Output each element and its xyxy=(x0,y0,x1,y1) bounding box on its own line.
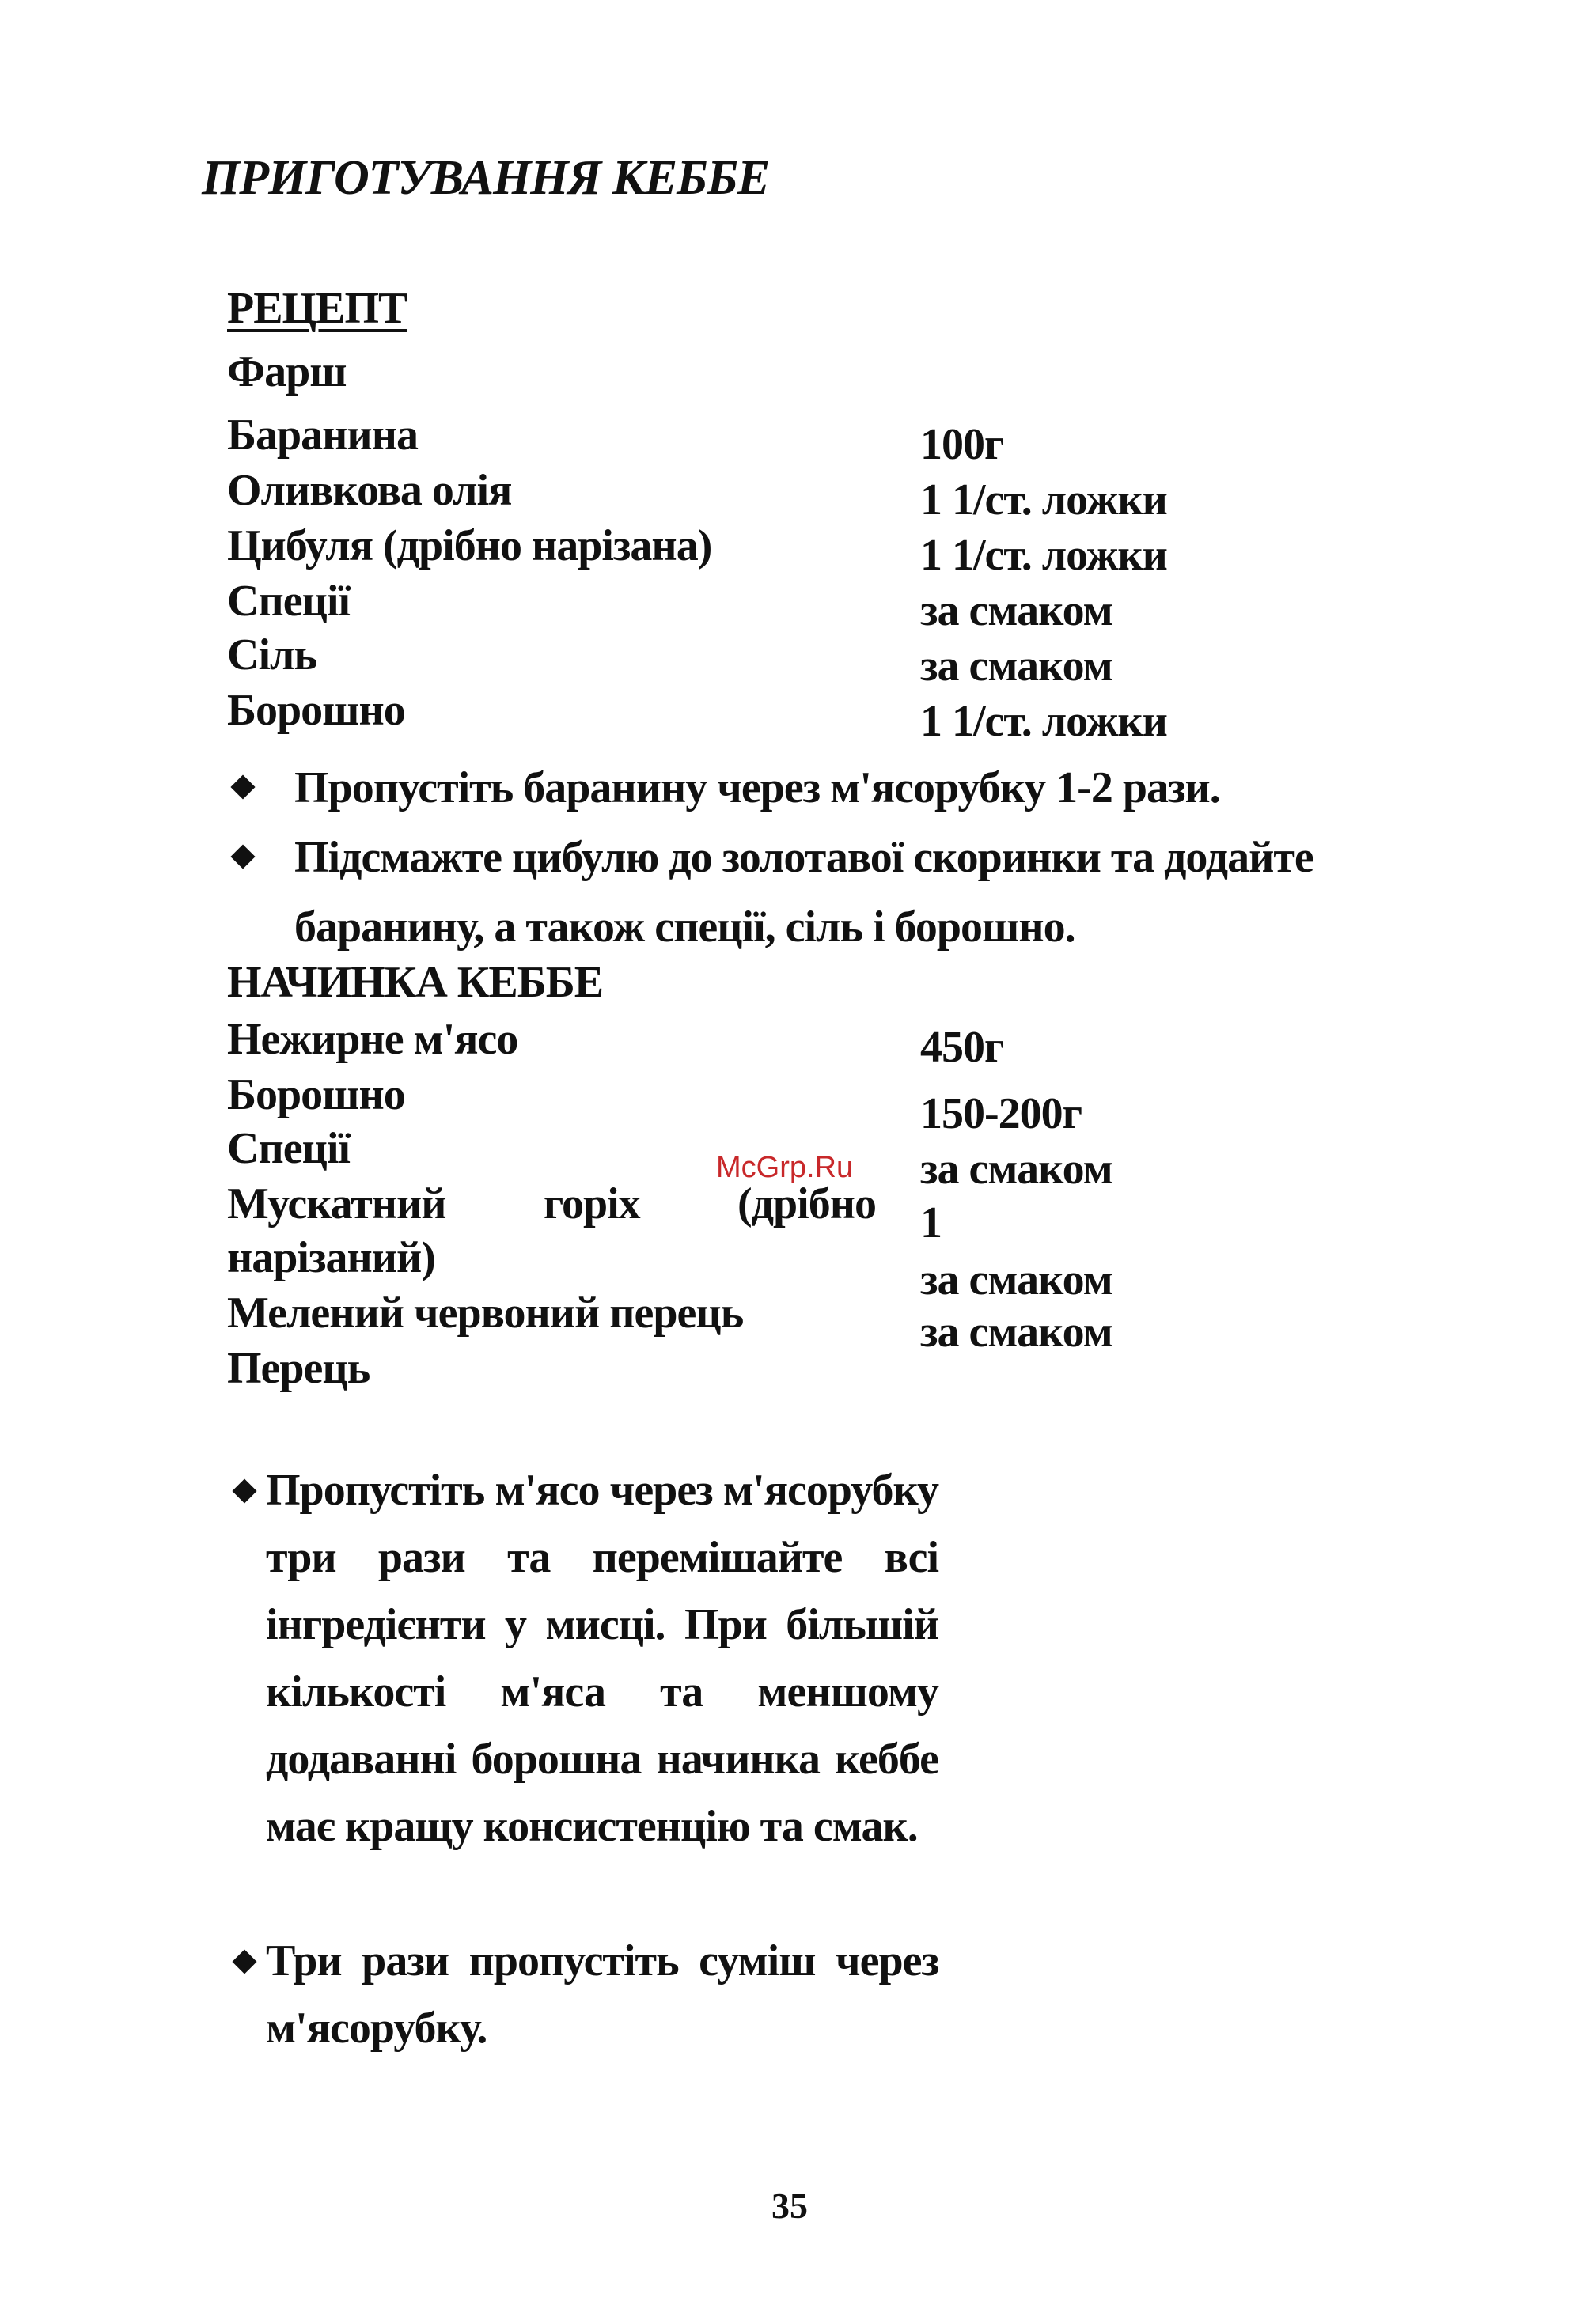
step-text: Підсмажте цибулю до золотавої скоринки та додайте xyxy=(294,833,1313,882)
ingredient-amount: 100г xyxy=(920,420,1004,469)
ingredient-name: Борошно xyxy=(227,1070,405,1119)
step-text: Пропустіть м'ясо через м'ясорубку три рази та перемішайте всі інгредієнти у мисці. При більшій кількості м'яса та меншому додаванні борошна начинка кеббе має кращу консистенцію та смак. xyxy=(266,1466,938,1851)
diamond-bullet-icon xyxy=(229,774,256,801)
ingredient-amount: 1 1/ст. ложки xyxy=(920,697,1167,746)
ingredient-amount: 450г xyxy=(920,1023,1004,1072)
ingredient-name: Мускатний горіх (дрібно xyxy=(227,1179,876,1228)
ingredient-amount: за смаком xyxy=(920,1145,1112,1194)
diamond-bullet-icon xyxy=(231,1478,258,1505)
filling-step-1 xyxy=(231,1457,938,1860)
farsh-heading: Фарш xyxy=(227,347,347,396)
filling-step-2 xyxy=(231,1928,938,2062)
step-text-continuation: баранину, а також спеції, сіль і борошно. xyxy=(294,903,1075,952)
filling-heading: НАЧИНКА КЕББЕ xyxy=(227,958,604,1007)
ingredient-name: Перець xyxy=(227,1344,370,1393)
ingredient-name: Борошно xyxy=(227,686,405,735)
farsh-step-1 xyxy=(229,753,1220,823)
ingredient-amount: 1 1/ст. ложки xyxy=(920,475,1167,524)
ingredient-amount: за смаком xyxy=(920,1255,1112,1304)
ingredient-name: Нежирне м'ясо xyxy=(227,1015,518,1064)
step-text: Три рази пропустіть суміш через м'ясорубку. xyxy=(266,1936,938,2053)
ingredient-name: Мелений червоний перець xyxy=(227,1289,744,1338)
diamond-bullet-icon xyxy=(231,1948,258,1975)
ingredient-name: Сіль xyxy=(227,630,317,679)
diamond-bullet-icon xyxy=(229,843,256,870)
ingredient-name: Спеції xyxy=(227,1124,350,1173)
recipe-label: РЕЦЕПТ xyxy=(227,284,407,333)
farsh-step-2 xyxy=(229,823,1313,892)
ingredient-name: Оливкова олія xyxy=(227,466,512,515)
ingredient-name: Цибуля (дрібно нарізана) xyxy=(227,521,712,570)
ingredient-amount: за смаком xyxy=(920,586,1112,635)
ingredient-amount: 1 xyxy=(920,1198,942,1247)
ingredient-amount: 1 1/ст. ложки xyxy=(920,531,1167,580)
ingredient-name: Спеції xyxy=(227,577,350,626)
page-title: ПРИГОТУВАННЯ КЕББЕ xyxy=(202,151,770,205)
step-text: Пропустіть баранину через м'ясорубку 1-2 рази. xyxy=(294,763,1220,812)
ingredient-name: нарізаний) xyxy=(227,1233,435,1282)
watermark: McGrp.Ru xyxy=(716,1151,854,1184)
ingredient-amount: за смаком xyxy=(920,642,1112,691)
ingredient-name: Баранина xyxy=(227,411,418,460)
ingredient-amount: за смаком xyxy=(920,1308,1112,1357)
page-number: 35 xyxy=(771,2186,808,2226)
ingredient-amount: 150-200г xyxy=(920,1089,1082,1138)
